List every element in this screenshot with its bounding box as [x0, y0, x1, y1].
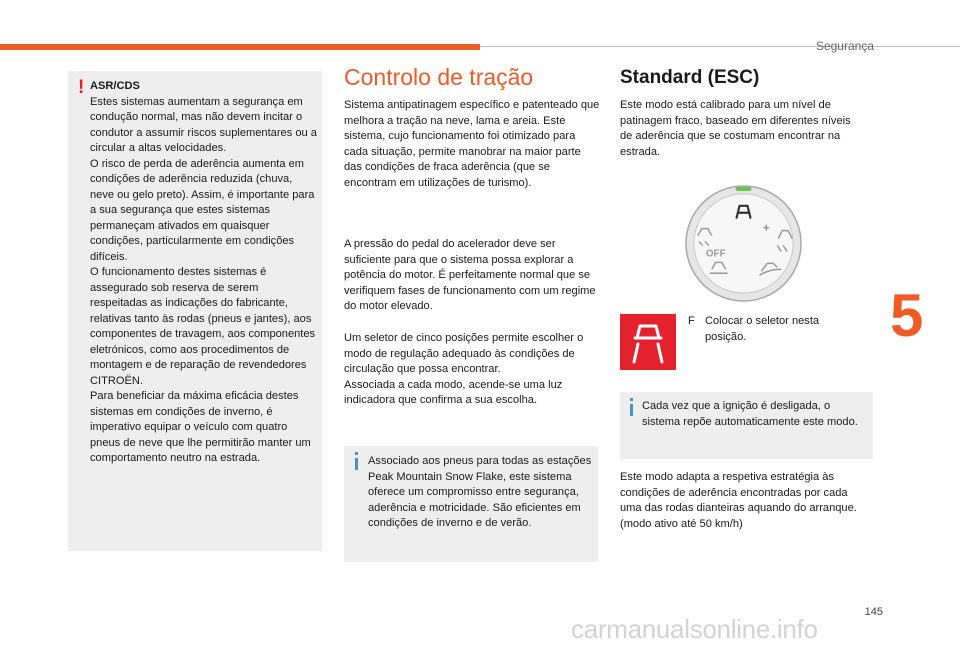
section-heading-traction: Controlo de tração	[344, 64, 534, 90]
exclamation-icon: !	[78, 77, 85, 98]
info-icon-bar	[355, 458, 358, 470]
esc-strategy	[620, 470, 860, 532]
info-text: Cada vez que a ignição é desligada, o sistema repõe automaticamente este modo.	[642, 400, 858, 428]
esc-speed-limit: (modo ativo até 50 km/h)	[620, 517, 743, 530]
section-heading-esc: Standard (ESC)	[620, 67, 760, 88]
info-box-ignition	[620, 392, 873, 459]
warning-title: ASR/CDS	[90, 80, 140, 92]
info-text: Associado aos pneus para todas as estações Peak Mountain Snow Flake, este sistema oferece um compromisso entre segurança, aderência e motricidade. São eficientes em condições de inverno e de verão.	[368, 455, 592, 529]
warning-paragraph: O funcionamento destes sistemas é assegurado sob reserva de serem respeitadas as indicações do fabricante, relativas tanto às rodas (pneus e jantes), aos componentes de travagem, aos componentes eletrónicos, como aos procedimentos de montagem e de reparação de revendedores CITROËN.	[90, 266, 316, 387]
traction-accelerator: A pressão do pedal do acelerador deve ser suficiente para que o sistema possa explorar a potência do motor. É perfeitamente normal que se verifiquem fases de funcionamento com um regime do motor elevado.	[344, 238, 596, 312]
selector-description: Um seletor de cinco posições permite escolher o modo de regulação adequado às condições de circulação que possa encontrar.	[344, 332, 584, 375]
header-rule	[480, 46, 960, 47]
info-box-tyres	[344, 446, 598, 562]
chapter-number: 5	[890, 282, 924, 349]
selected-mode-icon	[620, 314, 676, 370]
mode-selector-dial	[684, 184, 803, 303]
indicator-description: Associada a cada modo, acende-se uma luz indicadora que confirma a sua escolha.	[344, 378, 563, 406]
traction-intro: Sistema antipatinagem específico e patenteado que melhora a tração na neve, lama e areia. Este sistema, cujo funcionamento foi otimizado para cada situação, permite manobrar na maior parte das condições de fraca aderência (que se encontram em utilizações de turismo).	[344, 99, 600, 189]
warning-paragraph: Para beneficiar da máxima eficácia destes sistemas em condições de inverno, é imperativo equipar o veículo com quatro pneus de neve que lhe permitirão manter um comportamento neutro na estrada.	[90, 390, 311, 464]
bullet-marker: F	[688, 315, 695, 327]
info-icon	[630, 398, 633, 401]
warning-paragraph: O risco de perda de aderência aumenta em condições de aderência reduzida (chuva, neve ou gelo preto). Assim, é importante para a sua segurança que estes sistemas permaneçam ativados em quaisquer condições, particularmente em condições difíceis.	[90, 157, 315, 263]
info-icon-bar	[630, 404, 633, 416]
watermark: carmanualsonline.info	[571, 614, 818, 644]
section-title: Segurança	[815, 39, 874, 53]
esc-description: Este modo está calibrado para um nível de patinagem fraco, baseado em diferentes níveis de aderência que se costumam encontrar na estrada.	[620, 99, 851, 158]
info-icon	[355, 452, 358, 455]
warning-box	[68, 71, 322, 551]
traction-selector	[344, 331, 600, 409]
dial-off-label: OFF	[705, 248, 726, 260]
bullet-instruction: Colocar o seletor nesta posição.	[705, 315, 820, 343]
warning-paragraph: Estes sistemas aumentam a segurança em condução normal, mas não devem incitar o condutor a assumir riscos suplementares ou a circular a altas velocidades.	[90, 95, 317, 154]
page-number: 145	[864, 606, 883, 618]
esc-strategy-text: Este modo adapta a respetiva estratégia às condições de aderência encontradas por cada uma das rodas dianteiras aquando do arranque.	[620, 471, 857, 514]
header-accent-bar	[0, 44, 480, 50]
warning-text	[90, 79, 318, 467]
